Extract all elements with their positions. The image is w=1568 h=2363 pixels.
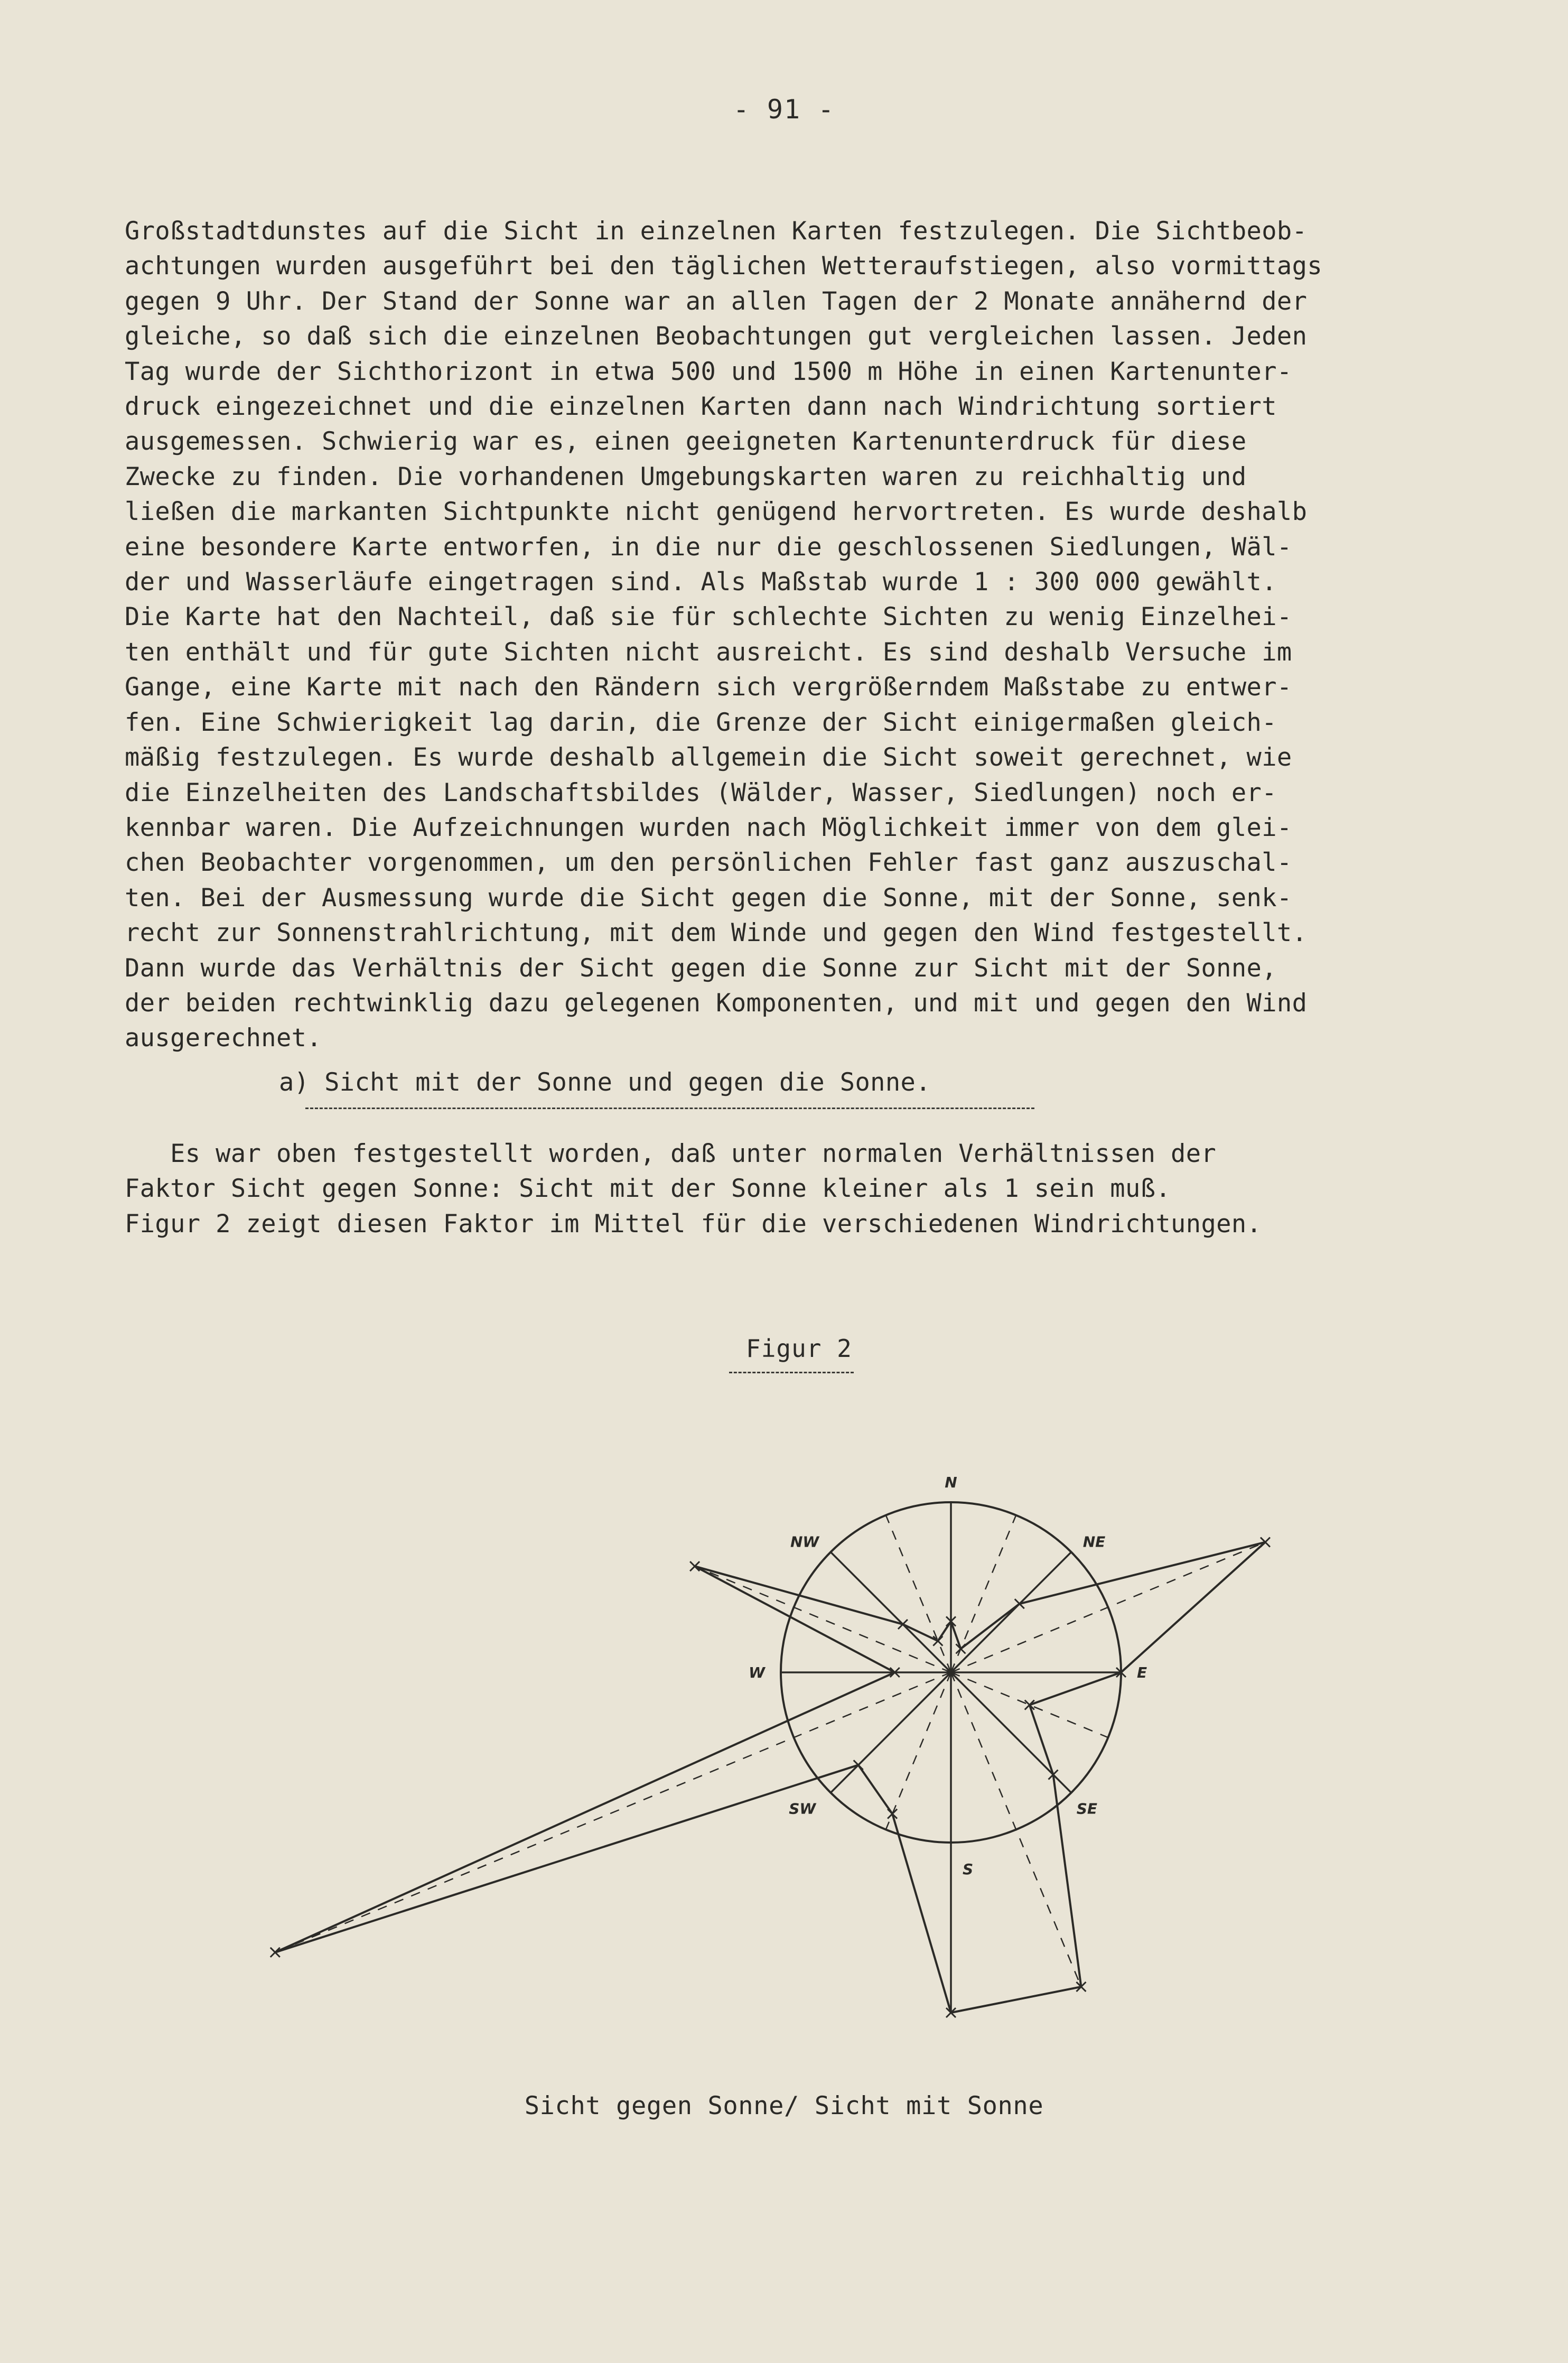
text-line: druck eingezeichnet und die einzelnen Karten dann nach Windrichtung sortiert	[125, 392, 1277, 422]
direction-label-n: N	[945, 1474, 957, 1491]
direction-label-sw: SW	[789, 1800, 816, 1818]
text-line: achtungen wurden ausgeführt bei den täglichen Wetteraufstiegen, also vormittags	[125, 252, 1323, 281]
direction-label-e: E	[1137, 1664, 1147, 1681]
ray-wnw	[695, 1566, 951, 1672]
text-line: ausgemessen. Schwierig war es, einen geeigneten Kartenunterdruck für diese	[125, 427, 1247, 457]
text-line: Großstadtdunstes auf die Sicht in einzelnen Karten festzulegen. Die Sichtbeob-	[125, 217, 1308, 246]
data-point-nnw	[933, 1636, 942, 1646]
ray-sse	[951, 1672, 1081, 1987]
text-line: Figur 2 zeigt diesen Faktor im Mittel für die verschiedenen Windrichtungen.	[125, 1209, 1262, 1239]
direction-label-w: W	[749, 1664, 765, 1681]
text-line: Gange, eine Karte mit nach den Rändern sich vergrößerndem Maßstabe zu entwer-	[125, 673, 1292, 702]
text-line: ließen die markanten Sichtpunkte nicht genügend hervortreten. Es wurde deshalb	[125, 497, 1308, 527]
figure-title: Figur 2	[746, 1334, 852, 1363]
polygon-edge	[1030, 1672, 1121, 1705]
text-line: der und Wasserläufe eingetragen sind. Als Maßstab wurde 1 : 300 000 gewählt.	[125, 568, 1277, 597]
direction-label-ne: NE	[1082, 1533, 1106, 1551]
polygon-edge	[1121, 1542, 1265, 1672]
text-line: Dann wurde das Verhältnis der Sicht gegen die Sonne zur Sicht mit der Sonne,	[125, 953, 1277, 983]
text-line: chen Beobachter vorgenommen, um den persönlichen Fehler fast ganz auszuschal-	[125, 848, 1292, 878]
figure-caption: Sicht gegen Sonne/ Sicht mit Sonne	[524, 2091, 1044, 2120]
text-line: Die Karte hat den Nachteil, daß sie für schlechte Sichten zu wenig Einzelhei-	[125, 602, 1292, 632]
text-line: recht zur Sonnenstrahlrichtung, mit dem Winde und gegen den Wind festgestellt.	[125, 918, 1308, 948]
text-line: gleiche, so daß sich die einzelnen Beobachtungen gut vergleichen lassen. Jeden	[125, 322, 1308, 351]
direction-label-nw: NW	[790, 1533, 819, 1551]
polygon-edge	[960, 1604, 1019, 1649]
text-line: Zwecke zu finden. Die vorhandenen Umgebungskarten waren zu reichhaltig und	[125, 462, 1247, 491]
polygon-edge	[1030, 1705, 1053, 1775]
polygon-edge	[858, 1765, 892, 1813]
polygon-edge	[892, 1814, 951, 2013]
data-point-ese	[1025, 1700, 1034, 1710]
polygon-edge	[1020, 1542, 1265, 1604]
polygon-edge	[695, 1566, 895, 1672]
polygon-edge	[275, 1765, 858, 1952]
text-line: ausgerechnet.	[125, 1024, 322, 1053]
text-line: kennbar waren. Die Aufzeichnungen wurden nach Möglichkeit immer von dem glei-	[125, 813, 1292, 842]
text-line: fen. Eine Schwierigkeit lag darin, die Grenze der Sicht einigermaßen gleich-	[125, 708, 1277, 737]
text-line: eine besondere Karte entworfen, in die nur die geschlossenen Siedlungen, Wäl-	[125, 532, 1292, 562]
text-line: Faktor Sicht gegen Sonne: Sicht mit der Sonne kleiner als 1 sein muß.	[125, 1174, 1171, 1204]
text-line: Es war oben festgestellt worden, daß unter normalen Verhältnissen der	[125, 1139, 1217, 1168]
ray-nw	[830, 1552, 951, 1672]
data-point-nne	[956, 1644, 965, 1653]
ray-sw	[830, 1672, 951, 1793]
text-line: ten enthält und für gute Sichten nicht ausreicht. Es sind deshalb Versuche im	[125, 637, 1292, 667]
section-heading: a) Sicht mit der Sonne und gegen die Sonne.	[279, 1068, 931, 1097]
text-line: die Einzelheiten des Landschaftsbildes (Wälder, Wasser, Siedlungen) noch er-	[125, 778, 1277, 807]
text-line: mäßig festzulegen. Es wurde deshalb allgemein die Sicht soweit gerechnet, wie	[125, 743, 1292, 773]
ray-ene	[951, 1542, 1265, 1672]
page-number: - 91 -	[733, 94, 835, 125]
polygon-edge	[903, 1624, 938, 1641]
ray-ne	[951, 1552, 1071, 1672]
text-line: der beiden rechtwinklig dazu gelegenen Komponenten, und mit und gegen den Wind	[125, 988, 1308, 1018]
ray-wsw	[275, 1672, 951, 1952]
text-line: gegen 9 Uhr. Der Stand der Sonne war an allen Tagen der 2 Monate annähernd der	[125, 286, 1308, 316]
polygon-edge	[695, 1566, 903, 1624]
text-line: Tag wurde der Sichthorizont in etwa 500 und 1500 m Höhe in einen Kartenunter-	[125, 357, 1292, 386]
direction-label-se: SE	[1076, 1800, 1097, 1818]
polygon-edge	[951, 1987, 1081, 2013]
direction-label-s: S	[963, 1860, 974, 1878]
text-line: ten. Bei der Ausmessung wurde die Sicht gegen die Sonne, mit der Sonne, senk-	[125, 883, 1292, 913]
